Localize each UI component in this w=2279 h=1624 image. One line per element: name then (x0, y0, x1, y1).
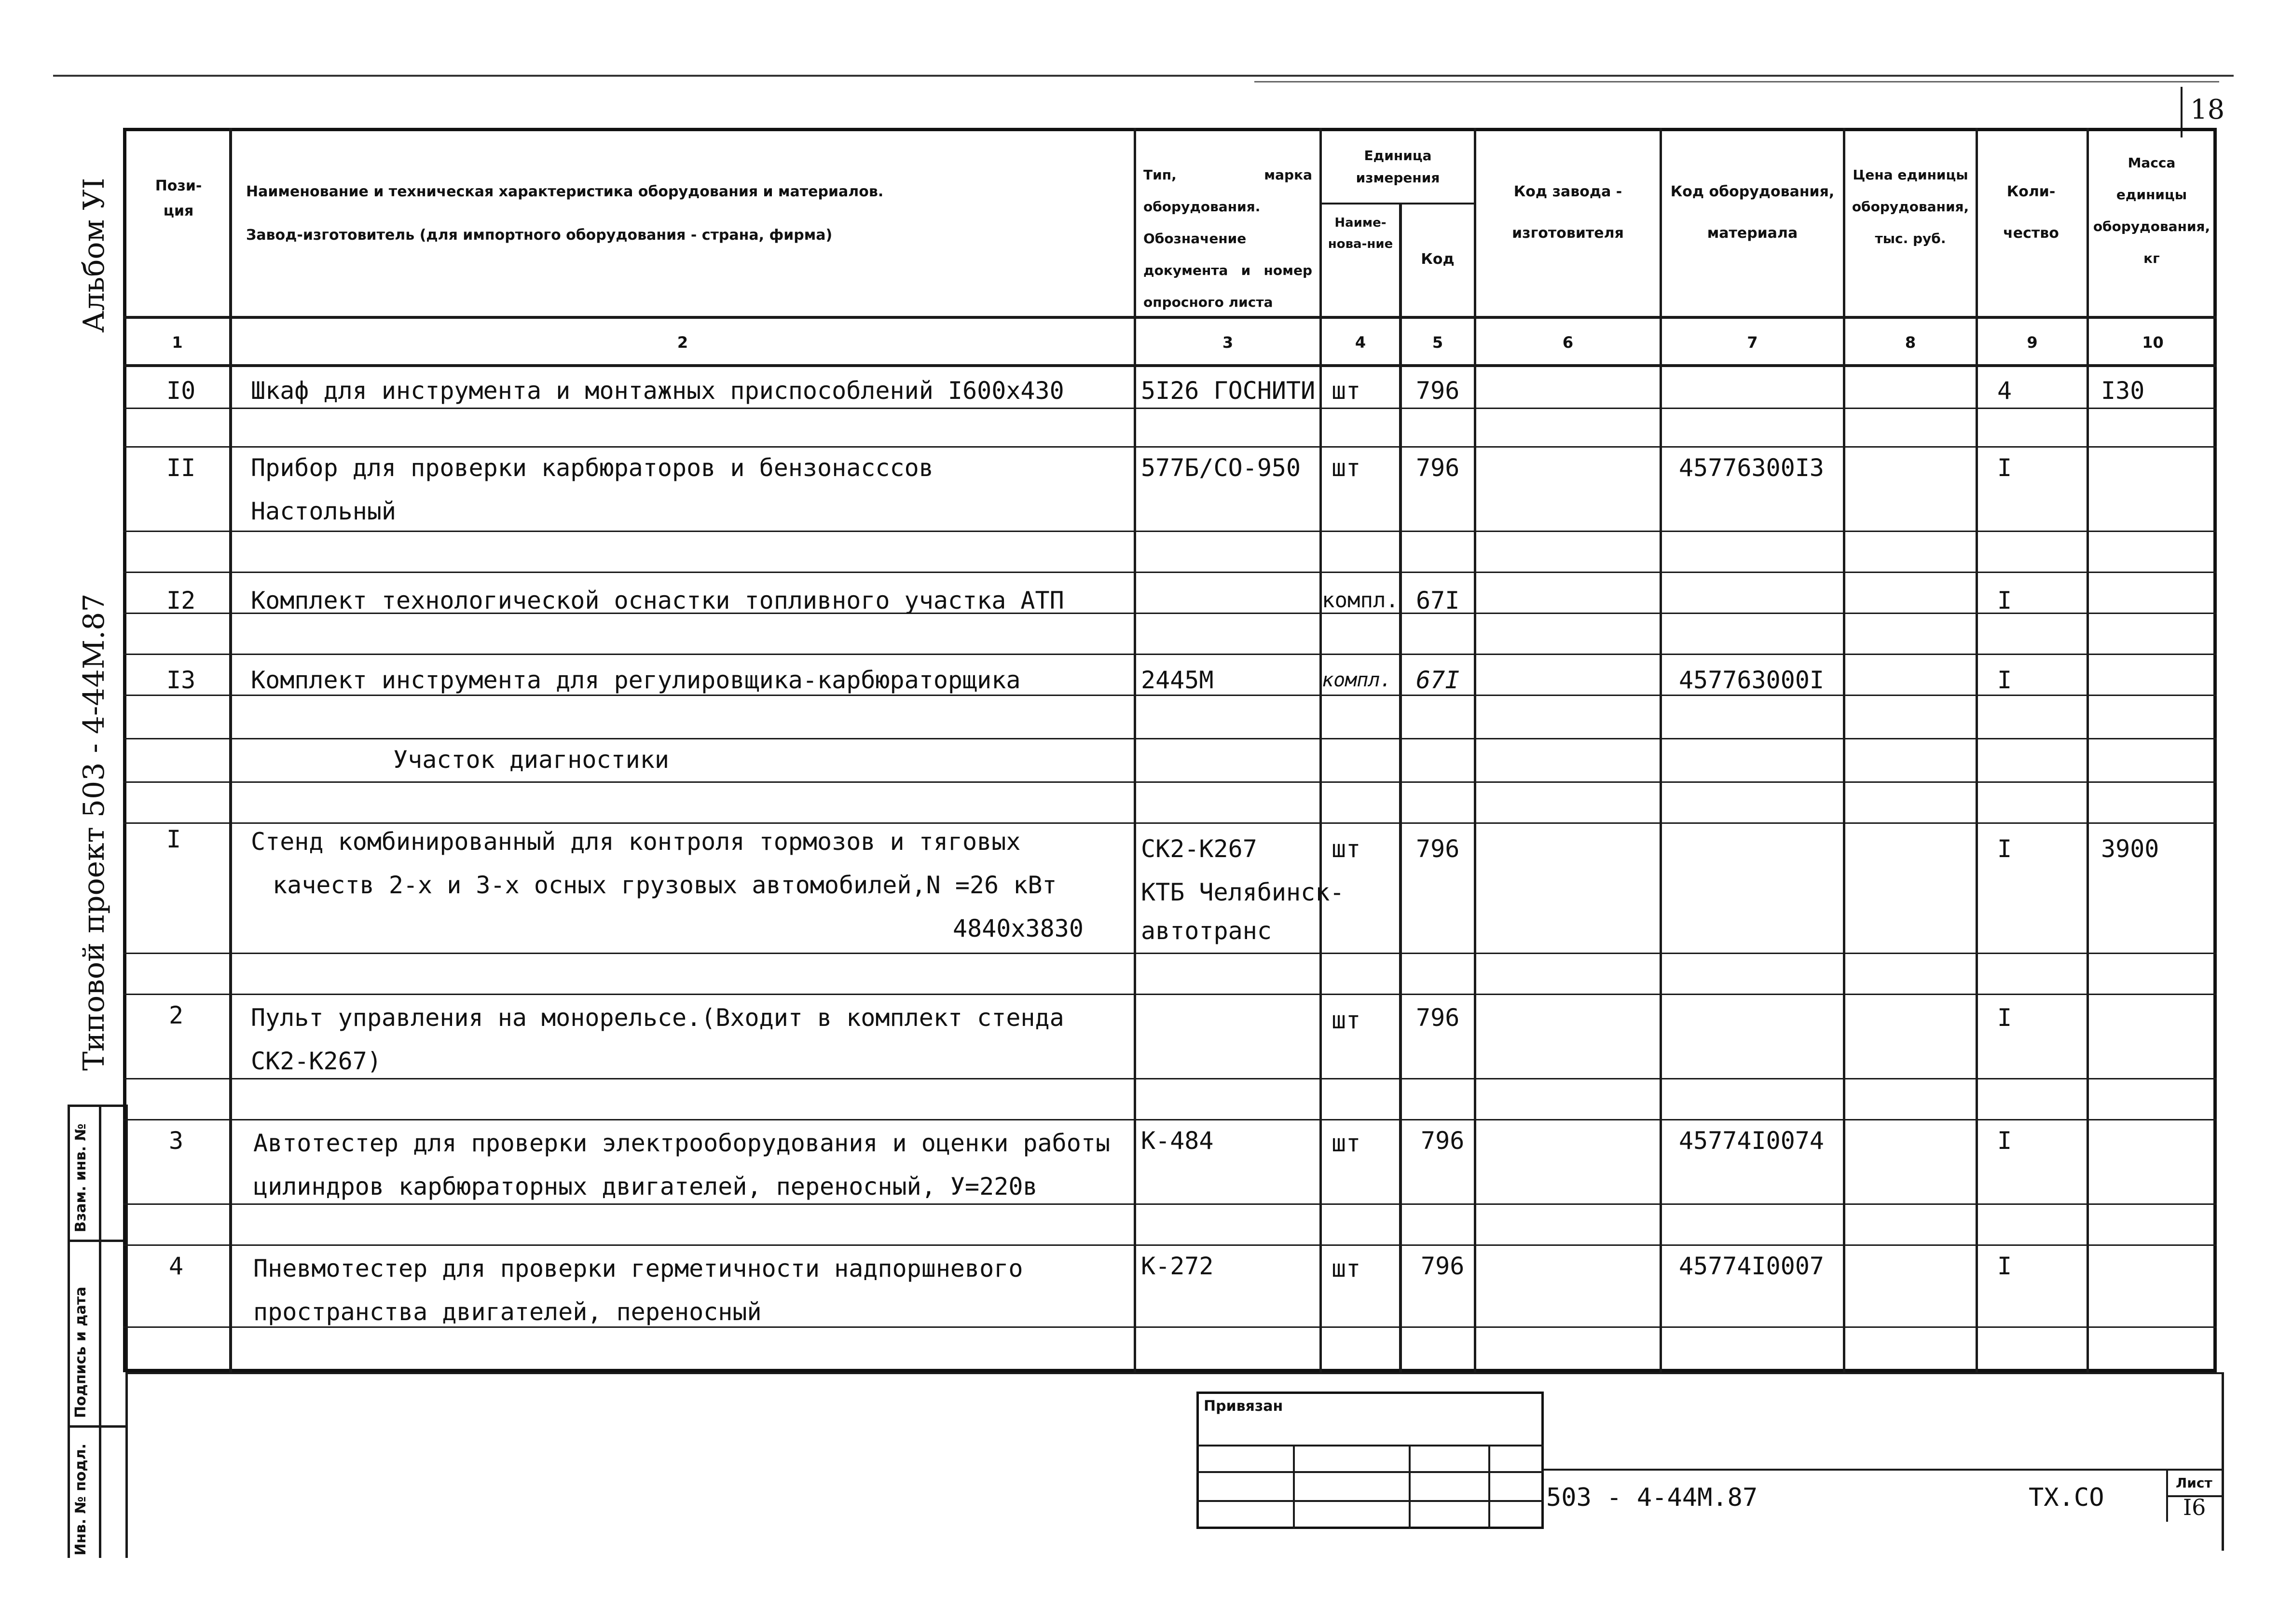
header-type: Тип, марка оборудования. Обозначение документа и номер опросного листа (1143, 167, 1312, 310)
row-2-unit: шт (1332, 1006, 1361, 1034)
row-3-qty: I (1997, 1127, 2012, 1155)
row-3-pos: 3 (169, 1127, 184, 1155)
row-ii-unit: шт (1332, 454, 1361, 482)
row-4-equip: 45774I0007 (1679, 1252, 1825, 1280)
row-stand-unit: шт (1332, 835, 1361, 863)
row-2-name: Пульт управления на монорельсе.(Входит в комплект стенда (251, 1004, 1064, 1032)
row-ii-code: 796 (1416, 454, 1460, 482)
header-quantity: Коли-чество (2003, 183, 2059, 242)
header-unit-code: Код (1421, 251, 1455, 268)
row-i0-pos: I0 (166, 377, 196, 405)
row-3-unit: шт (1332, 1129, 1361, 1157)
row-ii-pos: II (166, 454, 196, 482)
row-ii-type: 577Б/СО-950 (1141, 454, 1301, 482)
row-i2-code: 67I (1416, 587, 1460, 614)
row-i2-name: Комплект технологической оснастки топливного участка АТП (251, 587, 1064, 614)
col-num-6: 6 (1562, 333, 1574, 352)
header-price: Цена единицы оборудования, тыс. руб. (1852, 167, 1969, 246)
row-i2-unit: компл. (1322, 588, 1399, 613)
header-equipment-code: Код оборудования, материала (1670, 183, 1835, 242)
row-i3-pos: I3 (166, 666, 196, 694)
row-stand-type: СК2-К267 (1141, 835, 1257, 863)
row-i0-unit: шт (1332, 377, 1361, 405)
row-i0-qty: 4 (1997, 377, 2012, 405)
sheet-label: Лист (2176, 1475, 2212, 1491)
row-4-name: Пневмотестер для проверки герметичности надпоршневого (253, 1255, 1023, 1283)
row-i3-code: 67I (1416, 666, 1460, 694)
col-num-3: 3 (1222, 333, 1234, 352)
row-3-name: Автотестер для проверки электрооборудования и оценки работы (253, 1129, 1111, 1157)
row-4-qty: I (1997, 1252, 2012, 1280)
header-mass: Масса единицы оборудования, кг (2093, 155, 2210, 266)
row-i0-mass: I30 (2101, 377, 2145, 405)
row-stand-code: 796 (1416, 835, 1460, 863)
top-rule-secondary (1254, 81, 2219, 82)
row-stand-dimensions: 4840х3830 (953, 914, 1084, 942)
document-designation: 503 - 4-44М.87 (1546, 1483, 1758, 1512)
header-unit-name: Наиме-нова-ние (1328, 216, 1393, 251)
col-num-10: 10 (2142, 333, 2164, 352)
page-number: 18 (2190, 94, 2225, 125)
row-3-type: К-484 (1141, 1127, 1214, 1155)
stamp-label-binding: Привязан (1204, 1398, 1283, 1415)
row-2-code: 796 (1416, 1004, 1460, 1032)
row-3-name-cont: цилиндров карбюраторных двигателей, переносный, У=220в (253, 1173, 1038, 1201)
row-i3-name: Комплект инструмента для регулировщика-карбюраторщика (251, 666, 1021, 694)
row-stand-type-cont1: КТБ Челябинск- (1141, 878, 1345, 906)
header-unit: Единица измерения (1356, 148, 1440, 186)
header-position: Пози- ция (155, 177, 202, 219)
header-name-line1: Наименование и техническая характеристика оборудования и материалов. (246, 183, 884, 200)
project-label: Типовой проект 503 - 4-44М.87 (77, 593, 111, 1071)
row-i3-equip: 457763000I (1679, 666, 1825, 694)
side-field-signature-date: Подпись и дата (72, 1286, 89, 1418)
row-stand-type-cont2: автотранс (1141, 917, 1272, 945)
col-num-9: 9 (2027, 333, 2038, 352)
row-2-name-cont: СК2-К267) (251, 1047, 382, 1075)
row-4-type: К-272 (1141, 1252, 1214, 1280)
row-stand-mass: 3900 (2101, 835, 2159, 863)
row-stand-name-cont1: качеств 2-х и 3-х осных грузовых автомобилей,N =26 кВт (273, 871, 1057, 899)
row-2-qty: I (1997, 1004, 2012, 1032)
header-factory-code: Код завода - изготовителя (1512, 183, 1624, 242)
row-stand-pos: I (166, 825, 181, 853)
row-i3-unit: компл. (1322, 669, 1392, 691)
row-ii-name: Прибор для проверки карбюраторов и бензонасссов (251, 454, 934, 482)
col-num-4: 4 (1355, 333, 1366, 352)
sheet-number: I6 (2183, 1494, 2206, 1520)
top-rule (53, 75, 2234, 77)
row-4-unit: шт (1332, 1255, 1361, 1283)
row-i3-type: 2445М (1141, 666, 1214, 694)
row-stand-name: Стенд комбинированный для контроля тормозов и тяговых (251, 828, 1021, 856)
side-field-replace-inv: Взам. инв. № (72, 1123, 89, 1232)
col-num-2: 2 (677, 333, 688, 352)
row-4-code: 796 (1421, 1252, 1465, 1280)
row-ii-qty: I (1997, 454, 2012, 482)
row-3-code: 796 (1421, 1127, 1465, 1155)
section-title-diagnostics: Участок диагностики (393, 746, 669, 774)
row-i0-code: 796 (1416, 377, 1460, 405)
header-name-line2: Завод-изготовитель (для импортного оборудования - страна, фирма) (246, 227, 833, 244)
row-4-name-cont: пространства двигателей, переносный (253, 1298, 762, 1326)
row-4-pos: 4 (169, 1252, 184, 1280)
row-i2-pos: I2 (166, 587, 196, 614)
row-2-pos: 2 (169, 1001, 184, 1029)
document-code: ТХ.СО (2029, 1483, 2104, 1512)
album-label: Альбом УI (77, 177, 111, 333)
side-field-original-inv: Инв. № подл. (72, 1443, 89, 1556)
row-i0-type: 5I26 ГОСНИТИ (1141, 377, 1316, 405)
col-num-8: 8 (1905, 333, 1916, 352)
row-stand-qty: I (1997, 835, 2012, 863)
row-i2-qty: I (1997, 587, 2012, 614)
row-3-equip: 45774I0074 (1679, 1127, 1825, 1155)
row-ii-name-cont: Настольный (251, 497, 397, 525)
col-num-5: 5 (1432, 333, 1443, 352)
row-i3-qty: I (1997, 666, 2012, 694)
col-num-7: 7 (1747, 333, 1758, 352)
col-num-1: 1 (172, 333, 183, 352)
row-ii-equip: 45776300I3 (1679, 454, 1825, 482)
row-i0-name: Шкаф для инструмента и монтажных приспособлений I600х430 (251, 377, 1064, 405)
